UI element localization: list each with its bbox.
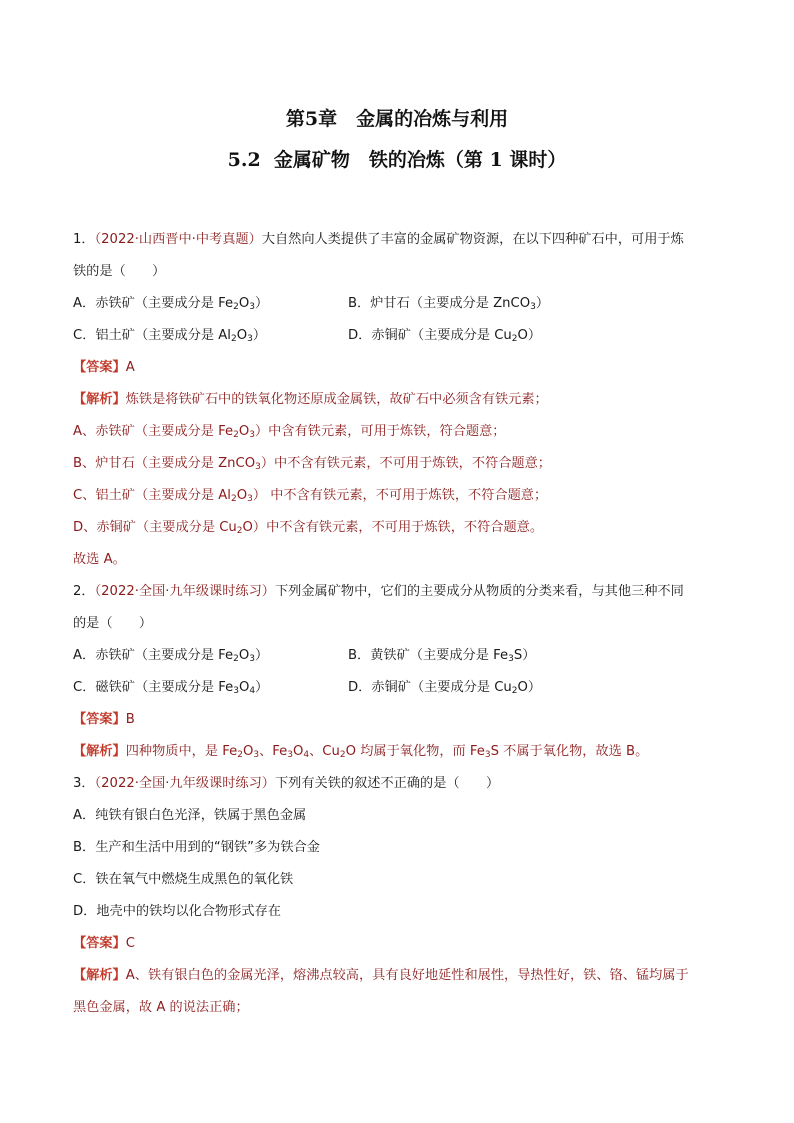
section-title: 5.2 金属矿物 铁的冶炼（第 1 课时） bbox=[227, 149, 567, 171]
q3-option-a: A．纯铁有银白色光泽，铁属于黑色金属 bbox=[73, 808, 307, 823]
q3-analysis-line2: 黑色金属，故 A 的说法正确； bbox=[73, 1000, 249, 1015]
q1-answer: 【答案】A bbox=[73, 360, 135, 375]
q3-analysis-line1: 【解析】A、铁有银白色的金属光泽，熔沸点较高，具有良好地延性和展性，导热性好，铁、铬、锰均属于 bbox=[73, 968, 689, 983]
q1-source: （2022·山西晋中·中考真题） bbox=[94, 232, 262, 247]
chapter-title: 第5章 金属的冶炼与利用 bbox=[285, 108, 509, 130]
q1-option-c: C．铝土矿（主要成分是 $Al_2O_3$） bbox=[73, 328, 267, 344]
q3-answer: 【答案】C bbox=[73, 936, 135, 951]
q1-analysis-b: B、炉甘石（主要成分是 ZnCO$_3$）中不含有铁元素，不可用于炼铁，不符合题意； bbox=[73, 456, 551, 472]
q1-analysis-d: D、赤铜矿（主要成分是 $Cu_2O$）中不含有铁元素，不可用于炼铁，不符合题意。 bbox=[73, 520, 544, 536]
q2-option-a: A．赤铁矿（主要成分是 $Fe_2O_3$） bbox=[73, 648, 269, 664]
q1-analysis-a: A、赤铁矿（主要成分是 $Fe_2O_3$）中含有铁元素，可用于炼铁，符合题意； bbox=[73, 424, 506, 440]
q1-option-b: B．炉甘石（主要成分是 ZnCO$_3$） bbox=[348, 296, 550, 312]
q2-answer: 【答案】B bbox=[73, 712, 135, 727]
q1-option-d: D．赤铜矿（主要成分是 $Cu_2O$） bbox=[348, 328, 542, 344]
q3-source: （2022·全国·九年级课时练习） bbox=[94, 776, 275, 791]
q1-stem-line2: 铁的是（ ） bbox=[73, 264, 166, 279]
q1-analysis-c: C、铝土矿（主要成分是 $Al_2O_3$） 中不含有铁元素，不可用于炼铁，不符合题意； bbox=[73, 488, 548, 504]
q3-option-d: D．地壳中的铁均以化合物形式存在 bbox=[73, 904, 281, 919]
q3-option-b: B．生产和生活中用到的“钢铁”多为铁合金 bbox=[73, 840, 320, 855]
q2-option-d: D．赤铜矿（主要成分是 $Cu_2O$） bbox=[348, 680, 542, 696]
q1-conclusion: 故选 A。 bbox=[73, 552, 126, 567]
q2-stem-line2: 的是（ ） bbox=[73, 616, 153, 631]
q3-stem: 3．（2022·全国·九年级课时练习）下列有关铁的叙述不正确的是（ ） bbox=[73, 776, 500, 791]
q1-stem-line1: 1．（2022·山西晋中·中考真题）大自然向人类提供了丰富的金属矿物资源，在以下四种矿石中，可用于炼 bbox=[73, 232, 684, 247]
q2-stem-line1: 2．（2022·全国·九年级课时练习）下列金属矿物中，它们的主要成分从物质的分类来看，与其他三种不同 bbox=[73, 584, 684, 599]
q1-option-a: A．赤铁矿（主要成分是 $Fe_2O_3$） bbox=[73, 296, 269, 312]
q2-option-c: C．磁铁矿（主要成分是 $Fe_3O_4$） bbox=[73, 680, 269, 696]
q2-source: （2022·全国·九年级课时练习） bbox=[94, 584, 275, 599]
q1-analysis-intro: 【解析】炼铁是将铁矿石中的铁氧化物还原成金属铁，故矿石中必须含有铁元素； bbox=[73, 392, 548, 407]
q3-option-c: C．铁在氧气中燃烧生成黑色的氧化铁 bbox=[73, 872, 294, 887]
q2-option-b: B．黄铁矿（主要成分是 $Fe_3S$） bbox=[348, 648, 536, 664]
q2-analysis: 【解析】四种物质中，是 $Fe_2O_3$、$Fe_3O_4$、$Cu_2O$ 均属于氧化物，而 $Fe_3S$ 不属于氧化物，故选 B。 bbox=[73, 744, 649, 760]
